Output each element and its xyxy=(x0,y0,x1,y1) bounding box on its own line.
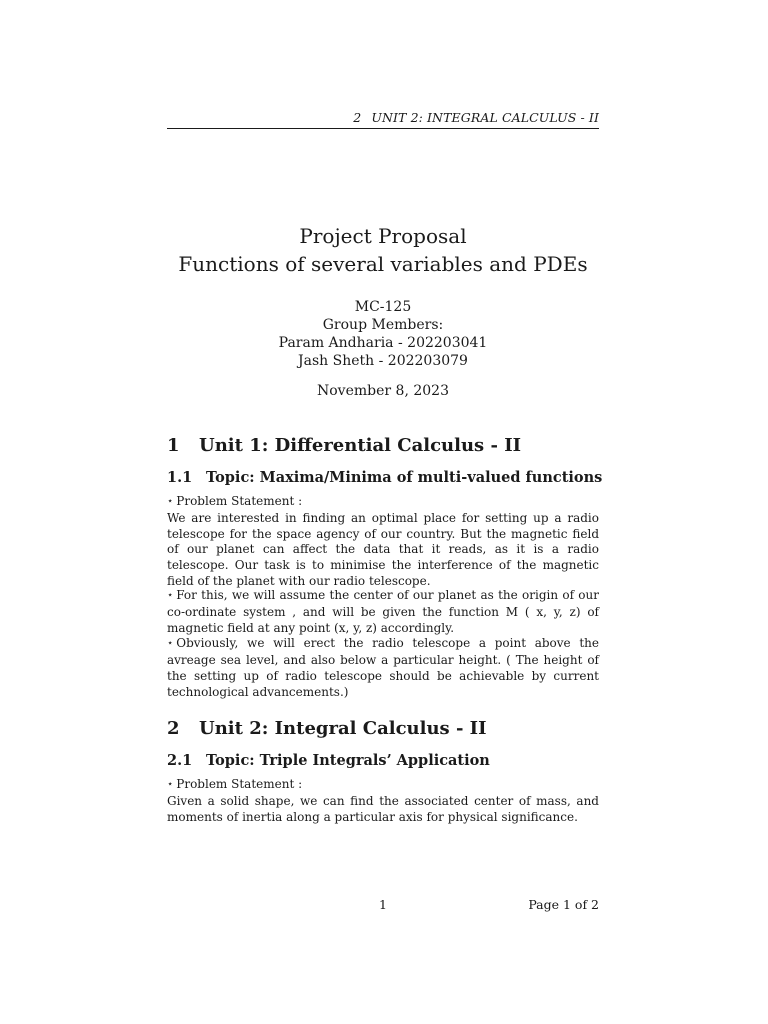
star-bullet-icon: ⋆ xyxy=(167,590,174,601)
section-1-heading xyxy=(167,435,607,456)
star-bullet-icon: ⋆ xyxy=(167,638,174,650)
course-code: MC-125 xyxy=(354,299,412,315)
subsection-1-1-title: Topic: Maxima/Minima of multi-valued functions xyxy=(206,469,603,486)
section-2-paragraph-1: Given a solid shape, we can find the associated center of mass, and moments of inertia along a particular axis for physical significance. xyxy=(167,793,599,824)
header-rule xyxy=(167,128,599,129)
section-1-paragraph-2: For this, we will assume the center of our planet as the origin of our co-ordinate system , and will be given the function M ( x, y, z) of magnetic field at any point (x, y, z) accordingly. xyxy=(167,588,599,635)
star-bullet-icon: ⋆ xyxy=(167,779,174,790)
footer-page-of: Page 1 of 2 xyxy=(528,897,599,912)
section-2-heading xyxy=(167,718,607,739)
problem-statement-label: Problem Statement : xyxy=(176,494,303,508)
header-running-title: UNIT 2: INTEGRAL CALCULUS - II xyxy=(371,110,599,125)
footer-page-number: 1 xyxy=(379,897,387,912)
group-member: Param Andharia - 202203041 xyxy=(278,335,488,351)
document-date: November 8, 2023 xyxy=(317,383,449,399)
document-subtitle: Functions of several variables and PDEs xyxy=(178,252,588,276)
section-1-title: Unit 1: Differential Calculus - II xyxy=(199,435,522,456)
problem-statement-label: Problem Statement : xyxy=(176,777,303,791)
subsection-1-1-number: 1.1 xyxy=(167,469,193,486)
running-header xyxy=(167,110,599,125)
group-members-label: Group Members: xyxy=(322,317,444,333)
section-2-number: 2 xyxy=(167,718,180,739)
subsection-2-1-number: 2.1 xyxy=(167,752,193,769)
title-block xyxy=(167,222,599,278)
subsection-1-1-heading xyxy=(167,469,607,486)
section-2-title: Unit 2: Integral Calculus - II xyxy=(199,718,487,739)
section-1-bullet-list xyxy=(167,588,599,701)
section-1-paragraph-3: Obviously, we will erect the radio telescope a point above the avreage sea level, and also below a particular height. ( The height of the setting up of radio telescope should be achievable by current technological advancements.) xyxy=(167,636,599,699)
star-bullet-icon: ⋆ xyxy=(167,496,174,507)
section-2-problem-statement xyxy=(167,777,599,825)
group-member: Jash Sheth - 202203079 xyxy=(298,353,468,369)
subsection-2-1-heading xyxy=(167,752,607,769)
author-block xyxy=(167,298,599,370)
document-title: Project Proposal xyxy=(299,224,467,248)
subsection-2-1-title: Topic: Triple Integrals’ Application xyxy=(206,752,490,769)
section-1-paragraph-1: We are interested in finding an optimal place for setting up a radio telescope for the space agency of our country. But the magnetic field of our planet can affect the data that it reads, as it is a radio telescope. Our task is to minimise the interference of the magnetic field of the planet with our radio telescope. xyxy=(167,510,599,588)
header-page-number: 2 xyxy=(353,110,362,125)
section-1-problem-statement xyxy=(167,494,599,590)
section-1-number: 1 xyxy=(167,435,180,456)
